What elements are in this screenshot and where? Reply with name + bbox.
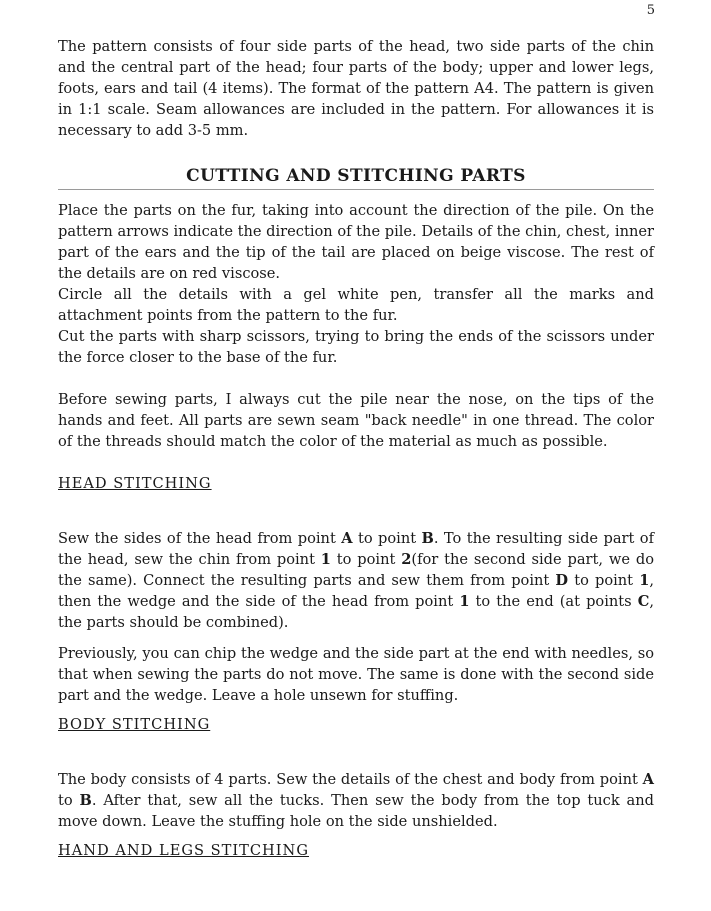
head-paragraph-2: Previously, you can chip the wedge and the side part at the end with needles, so that when sewing the parts do not move. The same is done with the second side part and the wedge. Leave a hole unsewn for stuffing. [58,645,654,704]
cutting-paragraph-1: Place the parts on the fur, taking into account the direction of the pile. On the pattern arrows indicate the direction of the pile. Details of the chin, chest, inner part of the ears and the tip of the tail are placed on beige viscose. The rest of the details are on red viscose. [58,202,654,282]
body-stitching-heading: BODY STITCHING [58,716,211,733]
intro-paragraph: The pattern consists of four side parts of the head, two side parts of the chin and the central part of the head; four parts of the body; upper and lower legs, foots, ears and tail (4 items). The format of the pattern A4. The pattern is given in 1:1 scale. Seam allowances are included in the pattern. For allowances it is necessary to add 3-5 mm. [58,38,654,139]
hand-legs-stitching-heading: HAND AND LEGS STITCHING [58,842,309,859]
cutting-paragraph-2: Circle all the details with a gel white pen, transfer all the marks and attachment points from the pattern to the fur. [58,286,654,324]
head-paragraph-1: Sew the sides of the head from point A to point B. To the resulting side part of the head, sew the chin from point 1 to point 2(for the second side part, we do the same). Connect the resulting parts and sew them from point D to point 1, then the wedge and the side of the head from point 1 to the end (at points C, the parts should be combined). [58,530,654,631]
cutting-paragraph-3: Cut the parts with sharp scissors, trying to bring the ends of the scissors under the force closer to the base of the fur. [58,328,654,366]
document-body [58,36,654,861]
cutting-paragraph-4: Before sewing parts, I always cut the pile near the nose, on the tips of the hands and feet. All parts are sewn seam "back needle" in one thread. The color of the threads should match the color of the material as much as possible. [58,391,654,450]
body-paragraph-1: The body consists of 4 parts. Sew the details of the chest and body from point A to B. After that, sew all the tucks. Then sew the body from the top tuck and move down. Leave the stuffing hole on the side unshielded. [58,771,654,830]
head-stitching-heading: HEAD STITCHING [58,475,212,492]
page-number: 5 [646,3,655,18]
section-title: CUTTING AND STITCHING PARTS [58,166,654,190]
